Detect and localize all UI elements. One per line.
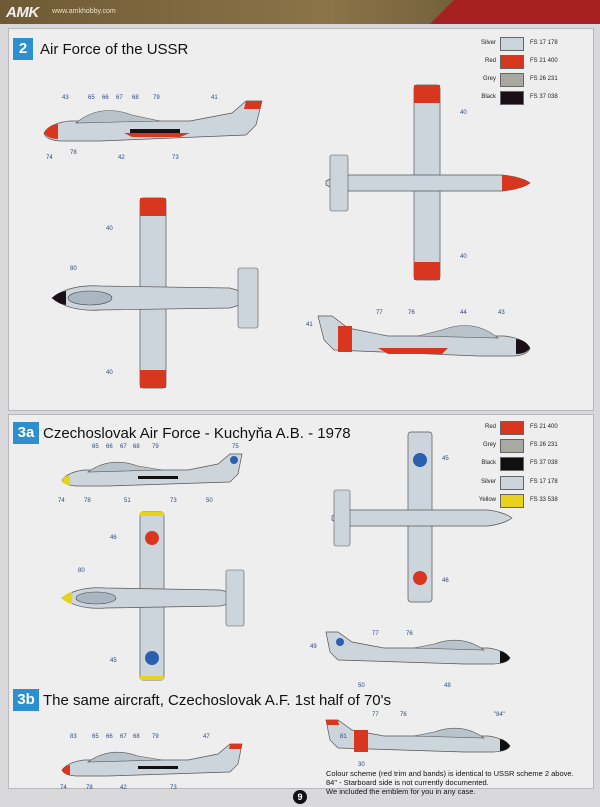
swatch-name: Grey <box>482 76 496 82</box>
swatch-code: FS 17 178 <box>530 479 558 485</box>
swatch-name: Grey <box>482 442 496 448</box>
callout: 80 <box>78 568 85 574</box>
callout: 67 <box>116 95 123 101</box>
callout: 40 <box>460 254 467 260</box>
swatch-code: FS 33 538 <box>530 497 558 503</box>
side-view-aircraft <box>40 95 270 155</box>
callout: 46 <box>442 578 449 584</box>
brand-url: www.amkhobby.com <box>52 8 116 15</box>
swatch-name: Black <box>481 94 496 100</box>
swatch-code: FS 37 038 <box>530 460 558 466</box>
callout: 45 <box>110 658 117 664</box>
swatch-code: FS 26 231 <box>530 442 558 448</box>
callout: 74 <box>60 785 67 791</box>
callout: 68 <box>133 734 140 740</box>
top-view-aircraft <box>60 512 250 684</box>
callout: 41 <box>306 322 313 328</box>
callout: 65 <box>92 734 99 740</box>
callout: 76 <box>406 631 413 637</box>
side-view-aircraft-starboard <box>324 718 514 763</box>
swatch-code: FS 26 231 <box>530 76 558 82</box>
callout: 81 <box>340 734 347 740</box>
callout: 49 <box>310 644 317 650</box>
callout: 46 <box>110 535 117 541</box>
callout: 45 <box>442 456 449 462</box>
callout: 79 <box>152 444 159 450</box>
callout: 76 <box>400 712 407 718</box>
callout: 65 <box>92 444 99 450</box>
note-line: We included the emblem for you in any case. <box>326 787 476 796</box>
scheme-number-badge: 3a <box>13 422 39 444</box>
callout: 65 <box>88 95 95 101</box>
callout: 30 <box>358 762 365 768</box>
swatch-name: Red <box>484 58 496 64</box>
callout: 40 <box>106 226 113 232</box>
callout: 66 <box>106 444 113 450</box>
swatch-name: Yellow <box>478 497 496 503</box>
callout: 73 <box>172 155 179 161</box>
scheme-number-badge: 2 <box>13 38 33 60</box>
swatch-name: Silver <box>480 40 496 46</box>
scheme-title: Czechoslovak Air Force - Kuchyňa A.B. - 1978 <box>43 425 351 442</box>
page-number: 9 <box>293 790 307 804</box>
bottom-view-aircraft <box>328 432 518 607</box>
callout: 76 <box>408 310 415 316</box>
swatch-code: FS 17 178 <box>530 40 558 46</box>
callout: 73 <box>170 785 177 791</box>
top-view-aircraft <box>50 198 265 393</box>
callout: 77 <box>372 712 379 718</box>
side-view-aircraft-starboard <box>324 630 514 675</box>
header-red-stripe <box>430 0 600 24</box>
callout: 78 <box>70 150 77 156</box>
brand-logo: AMK <box>6 4 39 21</box>
swatch-code: FS 21 400 <box>530 58 558 64</box>
callout: 83 <box>70 734 77 740</box>
callout: 77 <box>376 310 383 316</box>
bottom-view-aircraft <box>322 85 537 285</box>
swatch-code: FS 37 038 <box>530 94 558 100</box>
callout: 50 <box>206 498 213 504</box>
callout: 66 <box>102 95 109 101</box>
side-view-aircraft <box>58 740 248 785</box>
callout: 43 <box>498 310 505 316</box>
callout: 80 <box>70 266 77 272</box>
swatch-silver <box>500 37 524 51</box>
callout: 68 <box>132 95 139 101</box>
scheme-title: Air Force of the USSR <box>40 41 189 58</box>
callout: 48 <box>444 683 451 689</box>
callout: 67 <box>120 444 127 450</box>
callout: 50 <box>358 683 365 689</box>
callout: 51 <box>124 498 131 504</box>
scheme-title: The same aircraft, Czechoslovak A.F. 1st half of 70's <box>43 692 392 709</box>
callout: 79 <box>152 734 159 740</box>
swatch-name: Silver <box>480 479 496 485</box>
callout: 77 <box>372 631 379 637</box>
callout: 40 <box>106 370 113 376</box>
callout: 68 <box>133 444 140 450</box>
callout: 40 <box>460 110 467 116</box>
callout: 66 <box>106 734 113 740</box>
callout: 78 <box>84 498 91 504</box>
callout: 42 <box>120 785 127 791</box>
callout: 73 <box>170 498 177 504</box>
callout: 79 <box>153 95 160 101</box>
note-line: 84" - Starboard side is not currently documented. <box>326 778 489 787</box>
callout: 78 <box>86 785 93 791</box>
callout: 42 <box>118 155 125 161</box>
side-view-aircraft <box>58 450 248 495</box>
scheme-number-badge: 3b <box>13 689 39 711</box>
callout: 67 <box>120 734 127 740</box>
callout: 47 <box>203 734 210 740</box>
callout: "84" <box>494 712 505 718</box>
callout: 41 <box>211 95 218 101</box>
swatch-name: Black <box>481 460 496 466</box>
note-line: Colour scheme (red trim and bands) is identical to USSR scheme 2 above. <box>326 769 574 778</box>
callout: 74 <box>46 155 53 161</box>
swatch-red <box>500 55 524 69</box>
callout: 75 <box>232 444 239 450</box>
swatch-code: FS 21 400 <box>530 424 558 430</box>
callout: 44 <box>460 310 467 316</box>
swatch-name: Red <box>484 424 496 430</box>
callout: 43 <box>62 95 69 101</box>
page-header <box>0 0 600 24</box>
side-view-aircraft-starboard <box>318 312 533 372</box>
callout: 74 <box>58 498 65 504</box>
